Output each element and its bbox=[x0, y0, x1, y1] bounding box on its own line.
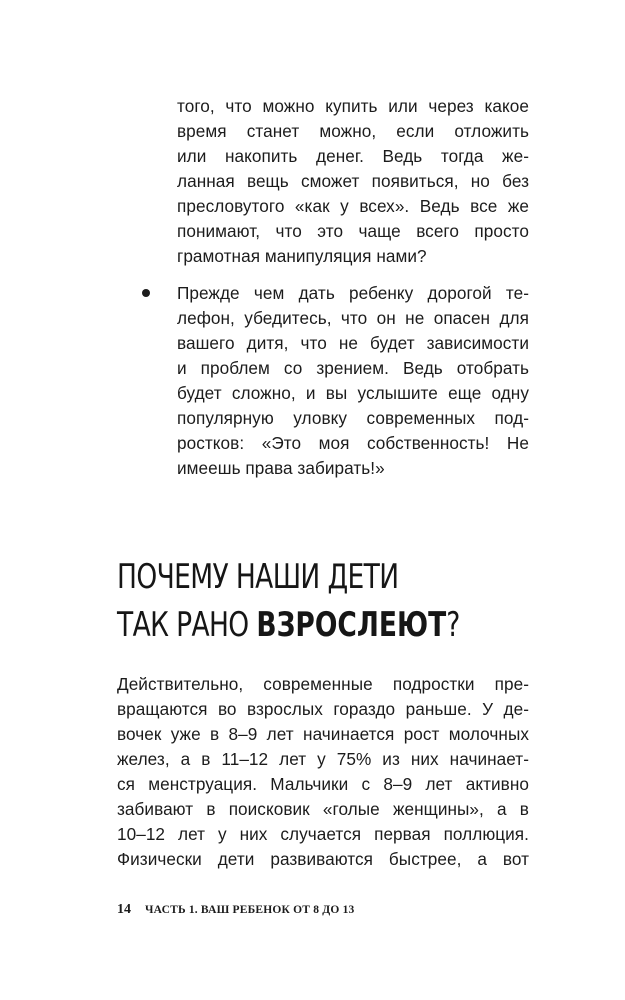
text-line: пресловутого «как у всех». Ведь все же bbox=[177, 196, 529, 216]
text-line: ся менструация. Мальчики с 8–9 лет активно bbox=[117, 774, 529, 794]
text-line: забивают в поисковик «голые женщины», а в bbox=[117, 799, 529, 819]
text-line: время станет можно, если отложить bbox=[177, 121, 529, 141]
page-number: 14 bbox=[117, 902, 131, 917]
text-line: имеешь права забирать!» bbox=[177, 458, 385, 478]
text-line: вашего дитя, что не будет зависимости bbox=[177, 333, 529, 353]
text-line: грамотная манипуляция нами? bbox=[177, 246, 427, 266]
heading-emphasis: ВЗРОСЛЕЮТ bbox=[256, 605, 447, 645]
text-line: ростков: «Это моя собственность! Не bbox=[177, 433, 529, 453]
text-line: понимают, что это чаще всего просто bbox=[177, 221, 529, 241]
text-line: и проблем со зрением. Ведь отобрать bbox=[177, 358, 529, 378]
text-line: желез, а в 11–12 лет у 75% из них начинает- bbox=[117, 749, 529, 769]
text-line: вращаются во взрослых гораздо раньше. У де- bbox=[117, 699, 529, 719]
page-footer bbox=[117, 900, 355, 918]
text-line: будет сложно, и вы услышите еще одну bbox=[177, 383, 529, 403]
heading-text: ТАК РАНО bbox=[117, 605, 257, 645]
bullet-icon bbox=[142, 289, 150, 297]
section-heading-line-1: ПОЧЕМУ НАШИ ДЕТИ bbox=[117, 557, 399, 597]
section-heading-line-2 bbox=[117, 605, 460, 645]
text-line: того, что можно купить или через какое bbox=[177, 96, 529, 116]
text-line: вочек уже в 8–9 лет начинается рост молочных bbox=[117, 724, 529, 744]
text-line: Физически дети развиваются быстрее, а вот bbox=[117, 849, 529, 869]
text-line: Прежде чем дать ребенку дорогой те- bbox=[177, 283, 529, 303]
text-line: 10–12 лет у них случается первая поллюция. bbox=[117, 824, 529, 844]
text-line: популярную уловку современных под- bbox=[177, 408, 529, 428]
chapter-title: ЧАСТЬ 1. ВАШ РЕБЕНОК ОТ 8 ДО 13 bbox=[145, 904, 355, 916]
text-line: или накопить денег. Ведь тогда же- bbox=[177, 146, 529, 166]
text-line: ланная вещь сможет появиться, но без bbox=[177, 171, 529, 191]
text-line: Действительно, современные подростки пре- bbox=[117, 674, 529, 694]
text-line: лефон, убедитесь, что он не опасен для bbox=[177, 308, 529, 328]
heading-question-mark: ? bbox=[446, 605, 460, 645]
